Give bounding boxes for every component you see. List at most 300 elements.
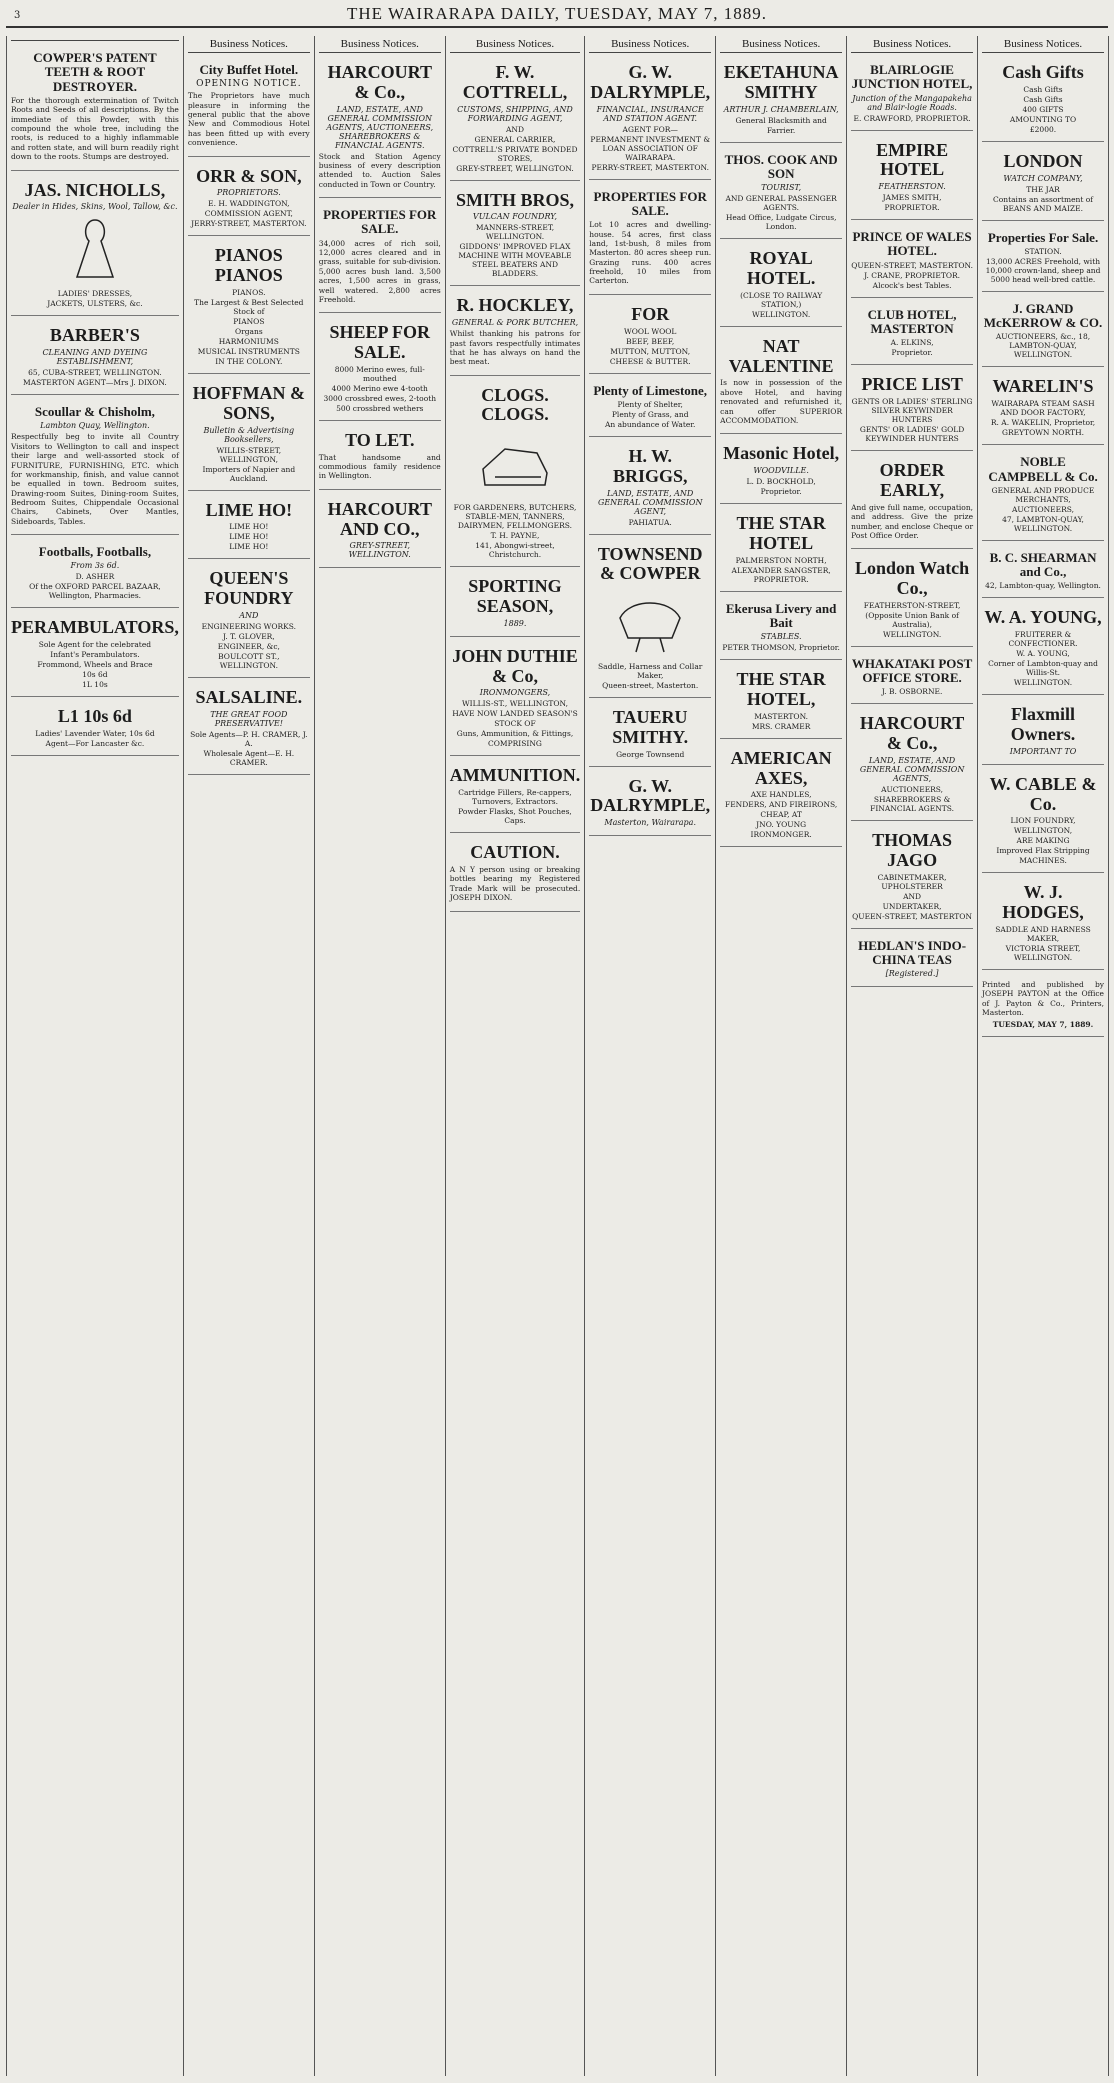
- column-header: Business Notices.: [589, 38, 711, 53]
- ad-title: L1 10s 6d: [57, 706, 132, 727]
- advertisement: [982, 371, 1104, 445]
- ad-title: THE STAR HOTEL,: [736, 669, 826, 710]
- ad-line: Organs: [234, 326, 263, 336]
- ad-line: WELLINGTON.: [882, 629, 942, 639]
- advertisement: [188, 57, 310, 157]
- ad-line: Agent—For Lancaster &c.: [45, 739, 145, 749]
- ad-subtitle: LAND, ESTATE, AND GENERAL COMMISSION AGENTS, AUCTIONEERS, SHAREBROKERS & FINANCIAL AGENTS.: [326, 104, 434, 150]
- ad-line: Queen-street, Masterton.: [602, 681, 699, 691]
- ad-title: HARCOURT & Co.,: [859, 713, 965, 754]
- ad-line: CHEAP, AT: [760, 810, 802, 820]
- column-header: Business Notices.: [851, 38, 973, 53]
- ad-subtitle: CUSTOMS, SHIPPING, AND FORWARDING AGENT,: [457, 104, 573, 123]
- ad-title: W. J. HODGES,: [1002, 882, 1084, 923]
- ad-line: SHAREBROKERS & FINANCIAL AGENTS.: [870, 795, 955, 814]
- advertisement: [982, 57, 1104, 142]
- ad-line: ENGINEER, &c,: [217, 641, 280, 651]
- ad-title: EKETAHUNA SMITHY: [723, 62, 839, 102]
- ad-subtitle: Masterton, Wairarapa.: [604, 818, 696, 828]
- ad-line: L. D. BOCKHOLD,: [746, 477, 816, 487]
- advertisement: [450, 185, 581, 287]
- advertisement: [851, 369, 973, 451]
- ad-line: JAMES SMITH,: [882, 193, 942, 203]
- advertisement: [982, 769, 1104, 874]
- ad-line: COMPRISING: [488, 739, 542, 749]
- ad-subtitle: From 3s 6d.: [70, 561, 120, 571]
- ad-title: AMMUNITION.: [449, 765, 581, 786]
- advertisement: [720, 57, 842, 143]
- advertisement: [188, 495, 310, 560]
- ad-title: WHAKATAKI POST OFFICE STORE.: [851, 655, 973, 686]
- ad-title: AMERICAN AXES,: [730, 747, 832, 788]
- ad-line: 10s 6d: [82, 670, 108, 680]
- ad-subtitle: WOODVILLE.: [753, 466, 809, 476]
- advertisement: [851, 708, 973, 821]
- advertisement: [450, 837, 581, 911]
- ad-title: J. GRAND McKERROW & CO.: [983, 300, 1103, 331]
- advertisement: [982, 699, 1104, 765]
- ad-line: Farrier.: [766, 125, 796, 135]
- advertisement: [11, 539, 179, 608]
- ad-line: J. T. GLOVER,: [222, 631, 275, 641]
- ad-line: Wholesale Agent—E. H. CRAMER.: [203, 748, 295, 767]
- column-2: [184, 36, 315, 2076]
- advertisement: [982, 545, 1104, 599]
- ad-subtitle: CLEANING AND DYEING ESTABLISHMENT,: [42, 348, 148, 367]
- ad-title: HOFFMAN & SONS,: [192, 382, 306, 423]
- ad-line: 500 crossbred wethers: [336, 403, 424, 413]
- ad-title: SMITH BROS,: [455, 189, 574, 210]
- ad-title: JOHN DUTHIE & Co,: [452, 645, 578, 686]
- advertisement: [450, 641, 581, 757]
- advertisement: [319, 494, 441, 569]
- ad-line: George Townsend: [616, 749, 685, 759]
- ad-title: F. W. COTTRELL,: [462, 62, 568, 102]
- ad-title: Ekerusa Livery and Bait: [725, 600, 837, 630]
- ad-line: Improved Flax Stripping: [996, 846, 1090, 856]
- ad-line: FOR GARDENERS, BUTCHERS, STABLE-MEN, TANNERS, DAIRYMEN, FELLMONGERS.: [453, 503, 577, 531]
- advertisement: [720, 508, 842, 592]
- ad-line: 47, LAMBTON-QUAY, WELLINGTON.: [1002, 514, 1084, 533]
- column-header: Business Notices.: [319, 38, 441, 53]
- ad-title: QUEEN'S FOUNDRY: [204, 568, 294, 609]
- ad-line: A. ELKINS,: [890, 338, 934, 348]
- ad-title: PRINCE OF WALES HOTEL.: [852, 229, 972, 259]
- ad-line: (CLOSE TO RAILWAY STATION,): [740, 290, 823, 309]
- ad-line: ALEXANDER SANGSTER, PROPRIETOR.: [731, 565, 831, 584]
- advertisement: [851, 302, 973, 366]
- ad-line: GENTS' OR LADIES' GOLD KEYWINDER HUNTERS: [859, 425, 965, 444]
- advertisement: [319, 425, 441, 490]
- imprint-text: Printed and published by JOSEPH PAYTON at the Office of J. Payton & Co., Printers, Masterton.: [982, 980, 1104, 1018]
- ad-body: Stock and Station Agency business of every description attended to. Auction Sales conducted in Town or Country.: [318, 151, 441, 189]
- advertisement: [319, 317, 441, 421]
- ad-line: J. B. OSBORNE.: [881, 687, 943, 697]
- ad-title: FOR: [631, 303, 670, 324]
- advertisement: [450, 760, 581, 833]
- imprint: [982, 974, 1104, 1037]
- ad-line: AUCTIONEERS, &c., 18, LAMBTON-QUAY, WELLINGTON.: [995, 332, 1091, 360]
- ad-line: PERRY-STREET, MASTERTON.: [591, 162, 709, 172]
- ad-line: CABINETMAKER, UPHOLSTERER: [877, 872, 947, 891]
- ad-line: MANNERS-STREET, WELLINGTON.: [475, 223, 555, 242]
- ad-subtitle: THE GREAT FOOD PRESERVATIVE!: [210, 709, 288, 728]
- column-3: [315, 36, 446, 2076]
- ad-line: COTTRELL'S PRIVATE BONDED STORES,: [452, 144, 578, 163]
- ad-line: AND GENERAL PASSENGER AGENTS.: [725, 194, 837, 213]
- advertisement: [589, 539, 711, 699]
- ad-line: 1L 10s: [82, 680, 108, 690]
- ad-title: H. W. BRIGGS,: [612, 445, 688, 486]
- ad-subtitle: Dealer in Hides, Skins, Wool, Tallow, &c.: [12, 202, 178, 212]
- ad-line: HARMONIUMS: [218, 336, 279, 346]
- column-1: [7, 36, 184, 2076]
- advertisement: [188, 240, 310, 374]
- advertisement: [11, 175, 179, 317]
- ad-line: PERMANENT INVESTMENT & LOAN ASSOCIATION OF WAIRARAPA.: [590, 134, 710, 162]
- ad-line: FRUITERER & CONFECTIONER.: [1008, 630, 1078, 649]
- ad-subtitle: WATCH COMPANY,: [1003, 173, 1083, 183]
- ad-line: 65, CUBA-STREET, WELLINGTON.: [28, 368, 162, 378]
- advertisement: [720, 331, 842, 434]
- ad-title: PIANOS PIANOS: [214, 245, 283, 286]
- ad-title: HEDLAN'S INDO-CHINA TEAS: [858, 937, 967, 967]
- ad-title: LIME HO!: [205, 499, 293, 520]
- ad-line: MUTTON, MUTTON,: [610, 346, 691, 356]
- column-header: Business Notices.: [450, 38, 581, 53]
- ad-line: 3000 crossbred ewes, 2-tooth: [323, 393, 437, 403]
- ad-title: PRICE LIST: [861, 374, 963, 395]
- ad-line: PALMERSTON NORTH,: [735, 555, 827, 565]
- ad-line: SADDLE AND HARNESS MAKER,: [995, 925, 1091, 944]
- ad-line: WAIRARAPA STEAM SASH AND DOOR FACTORY,: [991, 399, 1095, 418]
- ad-line: QUEEN-STREET, MASTERTON: [852, 911, 973, 921]
- ad-title: CLUB HOTEL, MASTERTON: [867, 306, 957, 337]
- ad-title: CLOGS. CLOGS.: [481, 384, 549, 425]
- saddle-figure: [610, 588, 690, 658]
- ad-title: COWPER'S PATENT TEETH & ROOT DESTROYER.: [33, 50, 157, 94]
- ad-subtitle: LAND, ESTATE, AND GENERAL COMMISSION AGENT,: [597, 488, 703, 516]
- ad-line: Cash Gifts: [1023, 94, 1063, 104]
- ad-subtitle: GENERAL & PORK BUTCHER,: [451, 318, 579, 328]
- ad-line: WELLINGTON,: [1013, 826, 1073, 836]
- ad-line: Cartridge Fillers, Re-cappers, Turnovers, Extractors.: [458, 788, 572, 807]
- advertisement: [450, 380, 581, 568]
- ad-line: Ladies' Lavender Water, 10s 6d: [35, 729, 155, 739]
- ad-line: The Largest & Best Selected Stock of: [194, 297, 304, 316]
- advertisement: [982, 146, 1104, 221]
- ad-line: 42, Lambton-quay, Wellington.: [985, 581, 1101, 591]
- ad-line: WILLIS-ST., WELLINGTON,: [461, 699, 568, 709]
- ad-line: WELLINGTON.: [752, 309, 811, 319]
- ad-line: MASTERTON AGENT—Mrs J. DIXON.: [23, 378, 167, 388]
- advertisement: [319, 57, 441, 198]
- ad-subtitle: Bulletin & Advertising Booksellers,: [203, 425, 295, 444]
- ad-line: Alcock's best Tables.: [872, 280, 952, 290]
- ad-line: Of the OXFORD PARCEL BAZAAR, Wellington, Pharmacies.: [29, 582, 161, 601]
- ad-title: London Watch Co.,: [854, 558, 970, 599]
- advertisement: [589, 378, 711, 437]
- ad-subtitle: TOURIST,: [761, 183, 802, 193]
- ad-line: LADIES' DRESSES,: [57, 289, 133, 299]
- advertisement: [589, 702, 711, 767]
- ad-title: ROYAL HOTEL.: [746, 248, 816, 288]
- ad-line: 13,000 ACRES Freehold, with 10,000 crown-land, sheep and 5000 head well-bred cattle.: [985, 256, 1101, 284]
- ad-line: LIME HO!: [229, 522, 269, 532]
- ad-line: Plenty of Grass, and: [611, 409, 689, 419]
- advertisement: [11, 399, 179, 535]
- ad-line: 8000 Merino ewes, full-mouthed: [334, 364, 425, 383]
- newspaper-title: THE WAIRARAPA DAILY, TUESDAY, MAY 7, 1889.: [346, 4, 768, 23]
- ad-title: BLAIRLOGIE JUNCTION HOTEL,: [851, 62, 973, 92]
- advertisement: [319, 202, 441, 313]
- ad-title: City Buffet Hotel.: [199, 62, 299, 77]
- ad-line: HAVE NOW LANDED SEASON'S: [452, 709, 578, 719]
- ad-line: JNO. YOUNG: [756, 820, 807, 830]
- ad-title: WARELIN'S: [992, 376, 1094, 397]
- ad-title: SPORTING SEASON,: [468, 576, 562, 617]
- advertisement: [720, 243, 842, 327]
- advertisement: [11, 701, 179, 756]
- advertisement: [851, 553, 973, 647]
- ad-title: Cash Gifts: [1002, 62, 1084, 82]
- ad-line: LION FOUNDRY,: [1010, 816, 1076, 826]
- ad-body: Lot 10 acres and dwelling-house. 54 acres, first class land, 1st-bush, 8 miles from Masterton. 80 acres sheep run. Grazing runs. 400 acres freehold, 10 miles from Carterton.: [589, 220, 712, 286]
- ad-subtitle: Lambton Quay, Wellington.: [40, 421, 150, 431]
- column-7: [847, 36, 978, 2076]
- ad-line: IRONMONGER.: [750, 830, 812, 840]
- ad-line: WELLINGTON.: [1013, 678, 1073, 688]
- ad-line: LIME HO!: [229, 542, 269, 552]
- ad-title: SALSALINE.: [195, 686, 303, 707]
- ad-line: AUCTIONEERS,: [1012, 504, 1075, 514]
- advertisement: [589, 771, 711, 837]
- advertisement: [720, 743, 842, 848]
- advertisement: [851, 651, 973, 705]
- ad-title: PERAMBULATORS,: [11, 617, 179, 638]
- ad-title: Flaxmill Owners.: [1010, 704, 1076, 745]
- column-header: [11, 38, 179, 41]
- ad-line: STOCK OF: [494, 719, 536, 729]
- ad-line: General Blacksmith and: [735, 115, 827, 125]
- ad-line: AXE HANDLES,: [750, 790, 812, 800]
- ad-subtitle: IRONMONGERS,: [479, 688, 551, 698]
- advertisement: [982, 449, 1104, 541]
- ad-title: Plenty of Limestone,: [593, 382, 708, 398]
- advertisement: [720, 664, 842, 739]
- ad-subtitle: VULCAN FOUNDRY,: [472, 212, 558, 222]
- ad-title: TO LET.: [345, 429, 415, 450]
- ad-title: PROPERTIES FOR SALE.: [323, 207, 437, 237]
- advertisement: [188, 161, 310, 237]
- ad-title: SHEEP FOR SALE.: [329, 322, 431, 363]
- ad-line: MRS. CRAMER: [751, 721, 811, 731]
- ad-subtitle: 1889.: [503, 618, 527, 628]
- ad-line: E. H. WADDINGTON,: [208, 199, 290, 209]
- ad-line: WILLIS-STREET, WELLINGTON,: [216, 445, 282, 464]
- ad-title: TAUERU SMITHY.: [612, 707, 689, 747]
- advertisement: [188, 682, 310, 775]
- ad-line: QUEEN-STREET, MASTERTON.: [851, 260, 973, 270]
- ad-subtitle: IMPORTANT TO: [1009, 746, 1077, 756]
- ad-title: LONDON: [1003, 150, 1083, 171]
- ad-line: E. CRAWFORD, PROPRIETOR.: [853, 113, 971, 123]
- ad-title: R. HOCKLEY,: [456, 295, 574, 316]
- advertisement: [851, 455, 973, 549]
- advertisement: [851, 57, 973, 131]
- ad-title: CAUTION.: [470, 842, 560, 863]
- imprint-date: TUESDAY, MAY 7, 1889.: [992, 1019, 1094, 1029]
- advertisement: [720, 596, 842, 661]
- ad-subtitle: FEATHERSTON.: [878, 182, 946, 192]
- advertisement: [720, 147, 842, 240]
- ad-line: CHEESE & BUTTER.: [609, 356, 691, 366]
- ad-line: Guns, Ammunition, & Fittings,: [456, 729, 574, 739]
- ad-body: Respectfully beg to invite all Country Visitors to Wellington to call and inspect their large and well-assorted stock of FURNITURE, FURNISHING, ETC. which for workmanship, finish, and value cannot be equalled in town. Bedroom suites, Drawing-room Suites, Dining-room Suites, Bedroom Suites, Chippendale Occasional Chairs, Cabinets, Over Mantles, Sideboards, Tables.: [11, 432, 179, 526]
- ad-line: (Opposite Union Bank of Australia),: [865, 610, 959, 629]
- page-number: 3: [14, 10, 21, 21]
- ad-line: PIANOS.: [232, 287, 266, 297]
- ad-line: PETER THOMSON, Proprietor.: [722, 643, 840, 653]
- ad-title: Properties For Sale.: [987, 229, 1099, 245]
- ad-subtitle: [Registered.]: [885, 969, 939, 979]
- ad-line: UNDERTAKER,: [882, 901, 942, 911]
- ad-title: THE STAR HOTEL: [736, 513, 826, 553]
- advertisement: [851, 933, 973, 988]
- ad-body: A N Y person using or breaking bottles bearing my Registered Trade Mark will be prosecuted. JOSEPH DIXON.: [449, 865, 581, 903]
- column-6: [716, 36, 847, 2076]
- advertisement: [450, 571, 581, 637]
- ad-title: G. W. DALRYMPLE,: [590, 775, 711, 816]
- ad-line: MUSICAL INSTRUMENTS: [197, 346, 300, 356]
- ad-line: Proprietor.: [760, 487, 802, 497]
- ad-line: Infant's Perambulators.: [50, 650, 140, 660]
- ad-line: W. A. YOUNG,: [1016, 649, 1070, 659]
- column-header: Business Notices.: [982, 38, 1104, 53]
- advertisement: [589, 299, 711, 374]
- column-header: Business Notices.: [720, 38, 842, 53]
- ad-line: PIANOS: [233, 316, 265, 326]
- ad-line: FEATHERSTON-STREET,: [863, 600, 961, 610]
- ad-title: Masonic Hotel,: [723, 443, 840, 464]
- advertisement: [450, 57, 581, 181]
- ad-title: W. CABLE & Co.: [989, 773, 1097, 814]
- ad-line: Importers of Napier and Auckland.: [202, 464, 296, 483]
- advertisement: [589, 57, 711, 180]
- advertisement: [982, 296, 1104, 368]
- ad-title: THOS. COOK AND SON: [724, 151, 838, 181]
- ad-line: IN THE COLONY.: [215, 356, 283, 366]
- lady-figure: [55, 215, 135, 285]
- ad-body: That handsome and commodious family residence in Wellington.: [318, 452, 441, 481]
- ad-line: BOULCOTT ST., WELLINGTON.: [218, 651, 280, 670]
- ad-line: AUCTIONEERS,: [881, 785, 944, 795]
- newspaper-page: [6, 36, 1109, 2076]
- ad-subtitle: GREY-STREET, WELLINGTON.: [348, 541, 411, 560]
- ad-line: THE JAR: [1026, 184, 1060, 194]
- advertisement: [11, 320, 179, 395]
- column-header: Business Notices.: [188, 38, 310, 53]
- ad-title: W. A. YOUNG,: [984, 607, 1102, 628]
- ad-line: LIME HO!: [229, 532, 269, 542]
- ad-title: PROPERTIES FOR SALE.: [593, 188, 707, 218]
- ad-line: Saddle, Harness and Collar Maker,: [598, 662, 703, 681]
- ad-subtitle: STABLES.: [760, 632, 802, 642]
- ad-line: MASTERTON.: [754, 711, 809, 721]
- ad-line: BEEF, BEEF,: [626, 336, 675, 346]
- ad-line: Head Office, Ludgate Circus, London.: [725, 213, 837, 232]
- ad-title: TOWNSEND & COWPER: [597, 543, 703, 584]
- ad-line: Proprietor.: [891, 348, 933, 358]
- ad-title: Scoullar & Chisholm,: [34, 404, 155, 420]
- advertisement: [450, 290, 581, 375]
- ad-subtitle: FINANCIAL, INSURANCE AND STATION AGENT.: [596, 104, 704, 123]
- ad-line: AGENT FOR—: [622, 124, 678, 134]
- ad-line: R. A. WAKELIN, Proprietor,: [990, 418, 1096, 428]
- ad-line: Powder Flasks, Shot Pouches, Caps.: [458, 807, 572, 826]
- advertisement: [188, 378, 310, 491]
- ad-line: AND: [903, 891, 922, 901]
- ad-line: ENGINEERING WORKS.: [201, 621, 297, 631]
- ad-subtitle: AND: [239, 610, 259, 620]
- ad-line: FENDERS, AND FIREIRONS,: [725, 800, 838, 810]
- advertisement: [11, 45, 179, 171]
- ad-line: JACKETS, ULSTERS, &c.: [47, 299, 143, 309]
- column-5: [585, 36, 716, 2076]
- column-4: [446, 36, 586, 2076]
- advertisement: [589, 184, 711, 295]
- ad-line: 400 GIFTS: [1022, 104, 1064, 114]
- ad-line: Frommond, Wheels and Brace: [37, 660, 153, 670]
- ad-body: The Proprietors have much pleasure in informing the general public that the above New and Commodious Hotel has been fitted up with every convenience.: [187, 91, 310, 148]
- advertisement: [982, 602, 1104, 695]
- ad-line: 141, Abongwi-street, Christchurch.: [475, 541, 555, 560]
- ad-body: And give full name, occupation, and address. Give the prize number, and enclose Cheque or Post Office Order.: [851, 502, 974, 540]
- ad-line: Corner of Lambton-quay and Willis-St.: [988, 659, 1098, 678]
- ad-title: BARBER'S: [49, 325, 140, 346]
- ad-line: GENTS OR LADIES' STERLING SILVER KEYWINDER HUNTERS: [851, 397, 973, 425]
- ad-line: Contains an assortment of BEANS AND MAIZE.: [992, 194, 1094, 213]
- ad-line: £2000.: [1029, 124, 1057, 134]
- ad-body: Is now in possession of the above Hotel, and having renovated and refurnished it, can offer SUPERIOR ACCOMMODATION.: [720, 378, 843, 425]
- ad-line: Plenty of Shelter,: [617, 399, 683, 409]
- advertisement: [851, 135, 973, 221]
- ad-body: 34,000 acres of rich soil, 12,000 acres cleared and in grass, suitable for sub-division. 5,000 acres bush land. 3,500 acres, 1,500 acres in grass, well watered. 2,800 acres Freehold.: [318, 238, 441, 304]
- ad-line: VICTORIA STREET, WELLINGTON.: [1005, 944, 1081, 963]
- ad-title: JAS. NICHOLLS,: [24, 179, 166, 200]
- ad-title: ORR & SON,: [196, 165, 302, 186]
- advertisement: [851, 224, 973, 298]
- ad-line: COMMISSION AGENT,: [204, 209, 293, 219]
- ad-title: THOMAS JAGO: [872, 830, 953, 870]
- advertisement: [589, 441, 711, 535]
- ad-line: GENERAL CARRIER,: [474, 134, 556, 144]
- ad-line: AND: [505, 124, 524, 134]
- ad-line: 4000 Merino ewe 4-tooth: [331, 383, 428, 393]
- ad-line: An abundance of Water.: [604, 419, 696, 429]
- ad-title: EMPIRE HOTEL: [876, 139, 949, 180]
- ad-title: NOBLE CAMPBELL & Co.: [988, 454, 1098, 484]
- clog-figure: [475, 429, 555, 499]
- advertisement: [851, 825, 973, 929]
- ad-line: GENERAL AND PRODUCE MERCHANTS,: [991, 485, 1095, 504]
- ad-caption: OPENING NOTICE.: [196, 79, 302, 90]
- ad-line: Sole Agent for the celebrated: [38, 640, 152, 650]
- advertisement: [188, 563, 310, 678]
- ad-body: Whilst thanking his patrons for past favors respectfully intimates that he has always on hand the best meat.: [449, 329, 581, 367]
- ad-title: HARCOURT & Co.,: [327, 62, 432, 102]
- masthead-rule: [6, 26, 1108, 28]
